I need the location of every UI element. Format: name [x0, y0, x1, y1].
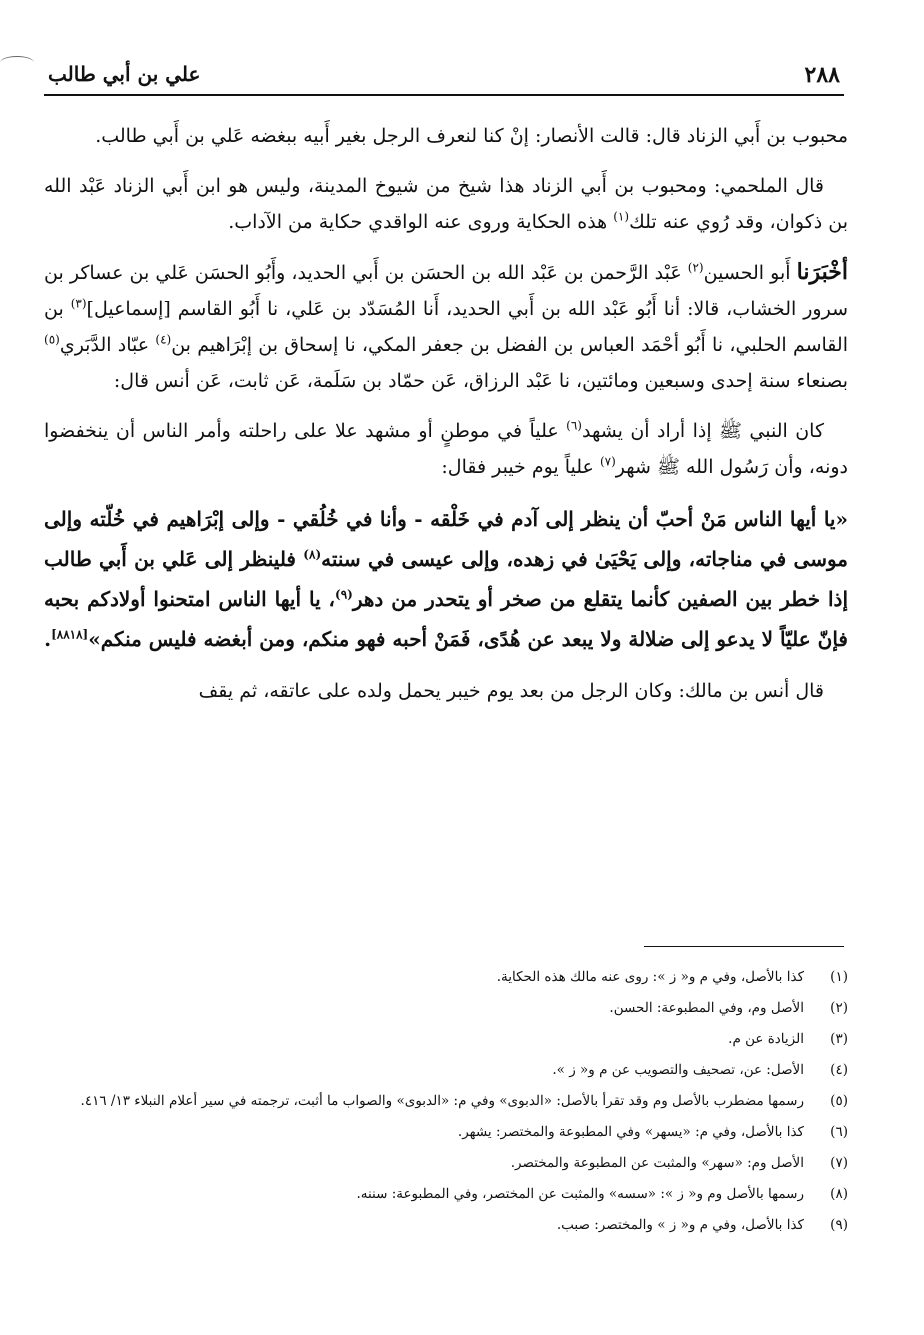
footnote-text: كذا بالأصل، وفي م: «يسهر» وفي المطبوعة والمختصر: يشهر.	[457, 1124, 804, 1140]
corner-scan-mark	[0, 56, 34, 69]
paragraph-2-text-a: قال الملحمي: ومحبوب بن أَبي الزناد هذا شيخ من شيوخ المدينة، وليس هو ابن أَبي الزناد عَبْد الله بن ذكوان، وقد رُوي عنه تلك	[44, 175, 848, 233]
paragraph-3-text-b: عَبْد الرَّحمن بن عَبْد الله بن الحسَن بن أَبي الحديد، وأَبُو الحسَن عَلي بن عساكر بن سرور الخشاب، قالا: أنا أَبُو عَبْد الله بن أَبي الحديد، أَنا المُسَدّد بن عَلي، نا أَبُو القاسم [إسماعيل]	[44, 262, 848, 320]
footnote-number: (٨)	[830, 1186, 848, 1202]
footnote-ref-5: (٥)	[44, 332, 60, 347]
hadith-text-b: فلينظر إلى عَلي بن أَبي طالب إذا خطر بين الصفين كأنما يتقلع من صخر أو يتحدر من دهر	[44, 547, 848, 611]
footnote-8	[44, 1179, 848, 1210]
footnote-text: الأصل وم: «سهر» والمثبت عن المطبوعة والمختصر.	[510, 1155, 804, 1171]
footnote-number: (٧)	[830, 1155, 848, 1171]
footnote-number: (١)	[830, 969, 848, 985]
footnote-7	[44, 1148, 848, 1179]
paragraph-3-text-e: بصنعاء سنة إحدى وسبعين ومائتين، نا عَبْد الرزاق، عَن حمّاد بن سَلَمة، عَن ثابت، عَن أنس قال:	[113, 370, 848, 392]
footnote-number: (٩)	[830, 1217, 848, 1233]
paragraph-1	[44, 118, 848, 154]
paragraph-3-text-c: بن القاسم الحلبي، نا أَبُو أحْمَد العباس بن الفضل بن جعفر المكي، نا إسحاق بن إبْرَاهيم بن	[44, 298, 848, 356]
footnote-number: (٦)	[830, 1124, 848, 1140]
footnote-1	[44, 962, 848, 993]
footnote-ref-4: (٤)	[155, 332, 172, 347]
footnote-text: رسمها بالأصل وم و« ز »: «سسه» والمثبت عن المختصر، وفي المطبوعة: سننه.	[356, 1186, 804, 1202]
footnote-6	[44, 1117, 848, 1148]
page-header	[44, 58, 844, 96]
paragraph-2-text-b: هذه الحكاية وروى عنه الواقدي حكاية من الآداب.	[228, 211, 614, 233]
footnote-3	[44, 1024, 848, 1055]
footnote-5	[44, 1086, 848, 1117]
paragraph-3-isnad	[44, 254, 848, 399]
akhbarana-lead: أخْبَرَنا	[796, 259, 848, 285]
footnote-4	[44, 1055, 848, 1086]
footnote-ref-9: (٩)	[335, 587, 353, 602]
footnote-ref-8: (٨)	[303, 547, 322, 562]
paragraph-6-text: قال أنس بن مالك: وكان الرجل من بعد يوم خيبر يحمل ولده على عاتقه، ثم يقف	[198, 680, 824, 702]
footnote-text: الأصل وم، وفي المطبوعة: الحسن.	[609, 1000, 804, 1016]
hadith-text-c: ، يا أيها الناس امتحنوا أولادكم بحبه فإنّ عليّاً لا يدعو إلى ضلالة ولا يبعد عن هُدًى، فَمَنْ أحبه فهو منكم، ومن أبغضه فليس منكم»	[44, 587, 848, 651]
paragraph-3-text-d: عبّاد الدَّبَري	[59, 334, 156, 356]
hadith-text-a: «يا أيها الناس مَنْ أحبّ أن ينظر إلى آدم في خَلْقه - وأنا في خُلُقي - وإلى إبْرَاهيم في خُلّته وإلى موسى في مناجاته، وإلى يَحْيَىٰ في زهده، وإلى عيسى في سنته	[44, 507, 848, 571]
footnote-separator	[644, 946, 844, 947]
footnote-text: الأصل: عن، تصحيف والتصويب عن م و« ز ».	[552, 1062, 804, 1078]
paragraph-4	[44, 413, 848, 485]
paragraph-6	[44, 673, 848, 709]
paragraph-4-text-b: علياً في موطنٍ أو مشهد علا على راحلته وأمر الناس أن ينخفضوا دونه، وأن رَسُول الله ﷺ شهر	[44, 420, 848, 478]
footnote-ref-3: (٣)	[70, 296, 87, 311]
paragraph-2	[44, 168, 848, 240]
footnote-9	[44, 1210, 848, 1241]
footnote-number: (٣)	[830, 1031, 848, 1047]
hadith-text	[44, 499, 848, 659]
footnote-text: رسمها مضطرب بالأصل وم وقد تقرأ بالأصل: «الدبوى» وفي م: «الدبوى» والصواب ما أثبت، ترجمته في سير أعلام النبلاء ١٣/ ٤١٦.	[80, 1093, 804, 1109]
hadith-number: [٨٨١٨]	[51, 627, 89, 642]
footnote-ref-2: (٢)	[687, 260, 704, 275]
hadith-end-period: .	[44, 627, 52, 651]
footnote-text: كذا بالأصل، وفي م و« ز » والمختصر: صبب.	[556, 1217, 804, 1233]
footnote-2	[44, 993, 848, 1024]
footnote-number: (٤)	[830, 1062, 848, 1078]
footnote-text: كذا بالأصل، وفي م و« ز »: روى عنه مالك هذه الحكاية.	[496, 969, 804, 985]
running-title: علي بن أبي طالب	[48, 62, 201, 86]
footnote-ref-6: (٦)	[566, 418, 582, 433]
paragraph-1-text: محبوب بن أَبي الزناد قال: قالت الأنصار: إنْ كنا لنعرف الرجل بغير أَبيه ببغضه عَلي بن أَبي طالب.	[95, 125, 848, 147]
paragraph-4-text-a: كان النبي ﷺ إذا أراد أن يشهد	[581, 420, 825, 442]
footnote-number: (٥)	[830, 1093, 848, 1109]
paragraph-4-text-c: علياً يوم خيبر فقال:	[441, 456, 600, 478]
footnote-text: الزيادة عن م.	[728, 1031, 804, 1047]
main-text	[44, 118, 848, 723]
footnote-ref-7: (٧)	[599, 454, 616, 469]
page-number: ٢٨٨	[804, 62, 840, 88]
footnote-number: (٢)	[830, 1000, 848, 1016]
footnote-ref-1: (١)	[613, 209, 630, 224]
paragraph-3-text-a: أَبو الحسين	[703, 262, 797, 284]
footnotes	[44, 962, 848, 1241]
